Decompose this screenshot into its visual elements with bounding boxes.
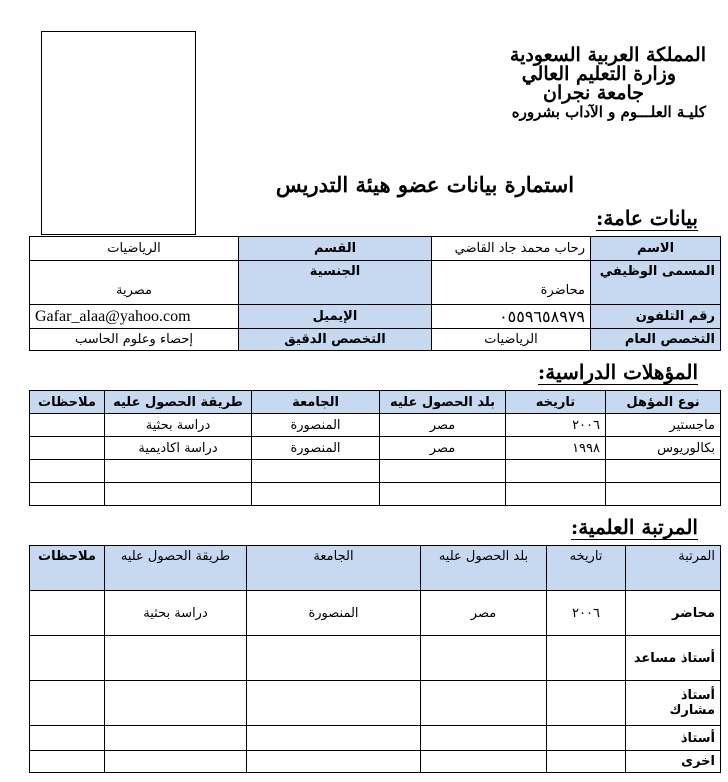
- job-title-label: المسمى الوظيفي: [591, 261, 721, 305]
- qual-type[interactable]: [606, 460, 721, 483]
- qual-header-country: بلد الحصول عليه: [380, 391, 506, 414]
- phone-value[interactable]: ٠٥٥٩٦٥٨٩٧٩: [432, 305, 591, 329]
- photo-placeholder: [41, 31, 196, 235]
- table-row: [30, 414, 721, 437]
- rank-method[interactable]: [105, 751, 247, 773]
- qual-header-notes: ملاحظات: [30, 391, 105, 414]
- qual-notes[interactable]: [30, 483, 105, 506]
- rank-header-university: الجامعة: [247, 546, 421, 591]
- qual-country[interactable]: [380, 460, 506, 483]
- rank-date[interactable]: [547, 636, 626, 681]
- qual-date[interactable]: [506, 483, 606, 506]
- table-row: [30, 460, 721, 483]
- email-value[interactable]: Gafar_alaa@yahoo.com: [30, 305, 239, 329]
- table-row: [30, 591, 721, 636]
- rank-section-title: المرتبة العلمية:: [570, 515, 698, 539]
- rank-header-notes: ملاحظات: [30, 546, 105, 591]
- rank-name: محاضر: [626, 591, 721, 636]
- rank-notes[interactable]: [30, 681, 105, 726]
- rank-date[interactable]: [547, 726, 626, 751]
- qual-method[interactable]: دراسة بحثية: [105, 414, 252, 437]
- dept-label: القسم: [239, 237, 432, 261]
- qual-country[interactable]: مصر: [380, 414, 506, 437]
- qual-notes[interactable]: [30, 460, 105, 483]
- email-label: الإيميل: [239, 305, 432, 329]
- rank-country[interactable]: [421, 726, 547, 751]
- qual-header-date: تاريخه: [506, 391, 606, 414]
- general-spec-label: التخصص العام: [591, 329, 721, 351]
- general-section-title: بيانات عامة:: [596, 206, 698, 230]
- rank-university[interactable]: [247, 681, 421, 726]
- rank-method[interactable]: [105, 681, 247, 726]
- rank-university[interactable]: [247, 726, 421, 751]
- qual-method[interactable]: [105, 460, 252, 483]
- table-row: [30, 751, 721, 773]
- rank-notes[interactable]: [30, 751, 105, 773]
- rank-date[interactable]: ٢٠٠٦: [547, 591, 626, 636]
- rank-header-rank: المرتبة: [626, 546, 721, 591]
- rank-country[interactable]: [421, 636, 547, 681]
- rank-header-country: بلد الحصول عليه: [421, 546, 547, 591]
- dept-value[interactable]: الرياضيات: [30, 237, 239, 261]
- qual-type[interactable]: بكالوريوس: [606, 437, 721, 460]
- qual-header-university: الجامعة: [252, 391, 380, 414]
- rank-method[interactable]: دراسة بحثية: [105, 591, 247, 636]
- exact-spec-label: التخصص الدقيق: [239, 329, 432, 351]
- institution-header: [346, 46, 706, 122]
- header-kingdom: المملكة العربية السعودية: [509, 44, 706, 66]
- table-row: [30, 681, 721, 726]
- nationality-value[interactable]: مصرية: [30, 261, 239, 305]
- rank-name: أستاذ مساعد: [626, 636, 721, 681]
- qual-date[interactable]: ٢٠٠٦: [506, 414, 606, 437]
- form-title: استمارة بيانات عضو هيئة التدريس: [275, 172, 575, 197]
- table-row: [30, 726, 721, 751]
- rank-header-date: تاريخه: [547, 546, 626, 591]
- exact-spec-value[interactable]: إحصاء وعلوم الحاسب: [30, 329, 239, 351]
- qual-university[interactable]: المنصورة: [252, 437, 380, 460]
- table-row: [30, 483, 721, 506]
- rank-university[interactable]: [247, 751, 421, 773]
- general-info-table: [29, 236, 721, 351]
- name-label: الاسم: [591, 237, 721, 261]
- phone-label: رقم التلفون: [591, 305, 721, 329]
- rank-name: اخرى: [626, 751, 721, 773]
- rank-method[interactable]: [105, 726, 247, 751]
- rank-country[interactable]: [421, 681, 547, 726]
- rank-university[interactable]: [247, 636, 421, 681]
- rank-date[interactable]: [547, 681, 626, 726]
- name-value[interactable]: رحاب محمد جاد القاضي: [432, 237, 591, 261]
- rank-header-method: طريقة الحصول عليه: [105, 546, 247, 591]
- rank-country[interactable]: مصر: [421, 591, 547, 636]
- qual-type[interactable]: [606, 483, 721, 506]
- academic-rank-table: [29, 545, 721, 773]
- rank-notes[interactable]: [30, 591, 105, 636]
- rank-name: أستاذ مشارك: [626, 681, 721, 726]
- table-row: [30, 437, 721, 460]
- header-university: جامعة نجران: [543, 82, 644, 104]
- rank-university[interactable]: المنصورة: [247, 591, 421, 636]
- job-title-value[interactable]: محاضرة: [432, 261, 591, 305]
- qual-header-type: نوع المؤهل: [606, 391, 721, 414]
- qual-notes[interactable]: [30, 437, 105, 460]
- nationality-label: الجنسية: [239, 261, 432, 305]
- general-spec-value[interactable]: الرياضيات: [432, 329, 591, 351]
- header-ministry: وزارة التعليم العالي: [521, 63, 676, 85]
- rank-date[interactable]: [547, 751, 626, 773]
- qual-date[interactable]: ١٩٩٨: [506, 437, 606, 460]
- qual-country[interactable]: مصر: [380, 437, 506, 460]
- qual-university[interactable]: [252, 483, 380, 506]
- qual-type[interactable]: ماجستير: [606, 414, 721, 437]
- qual-notes[interactable]: [30, 414, 105, 437]
- qual-header-method: طريقة الحصول عليه: [105, 391, 252, 414]
- qual-method[interactable]: دراسة اكاديمية: [105, 437, 252, 460]
- rank-name: أستاذ: [626, 726, 721, 751]
- qualifications-table: [29, 390, 721, 506]
- rank-country[interactable]: [421, 751, 547, 773]
- qual-university[interactable]: [252, 460, 380, 483]
- qual-method[interactable]: [105, 483, 252, 506]
- rank-method[interactable]: [105, 636, 247, 681]
- rank-notes[interactable]: [30, 726, 105, 751]
- qual-university[interactable]: المنصورة: [252, 414, 380, 437]
- qual-date[interactable]: [506, 460, 606, 483]
- qualifications-section-title: المؤهلات الدراسية:: [537, 360, 698, 384]
- qual-country[interactable]: [380, 483, 506, 506]
- table-row: [30, 636, 721, 681]
- header-college: كليـة العلـــوم و الآداب بشروره: [511, 103, 706, 121]
- rank-notes[interactable]: [30, 636, 105, 681]
